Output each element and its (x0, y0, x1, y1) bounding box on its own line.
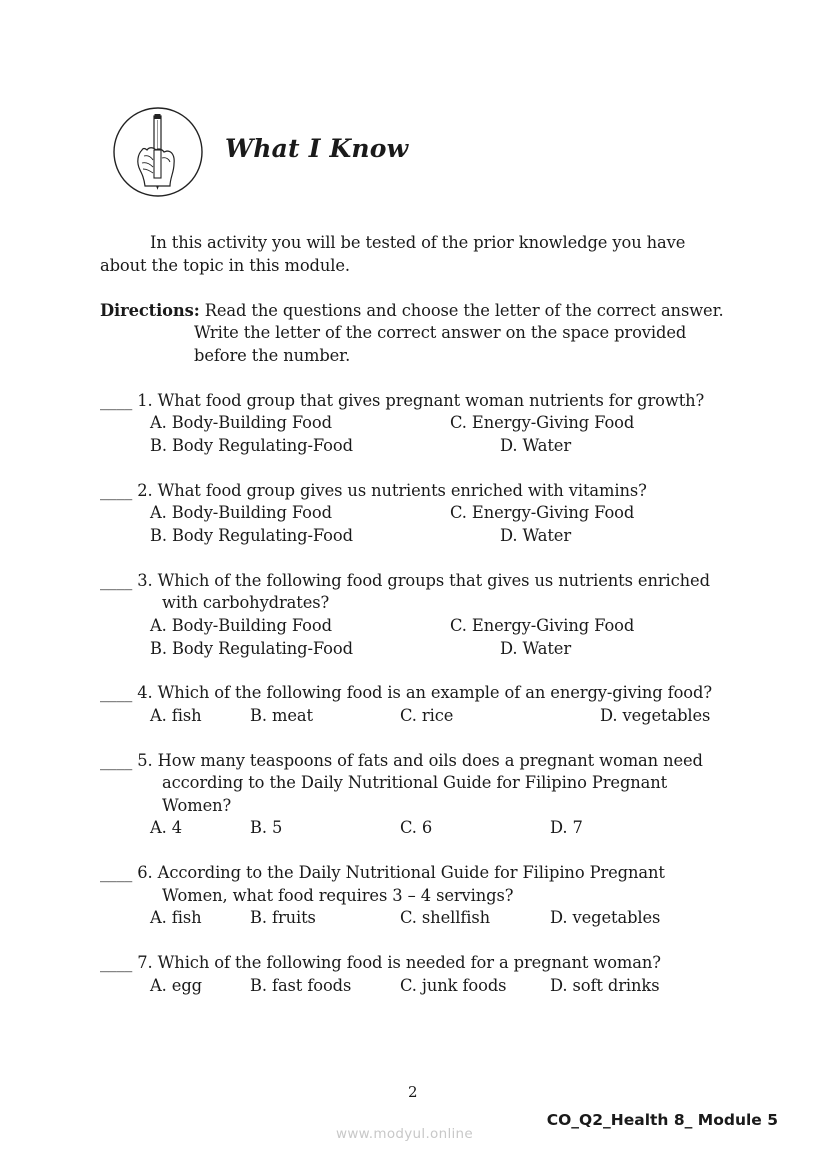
choice-c: C. Energy-Giving Food (450, 413, 635, 432)
question-number: 4. (137, 683, 153, 702)
choice-c: C. 6 (400, 818, 433, 837)
question-stem-line (100, 480, 647, 503)
choice-a: A. fish (150, 908, 202, 927)
answer-blank[interactable]: ____ (100, 391, 133, 410)
choice-a: A. 4 (150, 818, 183, 837)
question-text: What food group gives us nutrients enriched with vitamins? (157, 481, 647, 500)
choice-a: A. Body-Building Food (150, 503, 332, 522)
choice-d: D. Water (500, 526, 572, 545)
question-stem-line (100, 862, 665, 885)
choice-c: C. Energy-Giving Food (450, 616, 635, 635)
question-stem-line (100, 682, 712, 705)
question-number: 6. (137, 863, 153, 882)
choice-b: B. Body Regulating-Food (150, 436, 353, 455)
directions-line-2: Write the letter of the correct answer on the space provided (194, 323, 687, 342)
choice-a: A. egg (150, 976, 202, 995)
watermark: www.modyul.online (336, 1126, 474, 1142)
question-stem-line (100, 570, 710, 593)
choice-c: C. Energy-Giving Food (450, 503, 635, 522)
intro-line-2: about the topic in this module. (100, 256, 350, 275)
question-number: 1. (137, 391, 153, 410)
choice-b: B. fruits (250, 908, 316, 927)
directions-line-1 (100, 300, 724, 323)
choice-a: A. Body-Building Food (150, 616, 332, 635)
choice-a: A. Body-Building Food (150, 413, 332, 432)
page-number: 2 (408, 1083, 418, 1101)
choice-b: B. Body Regulating-Food (150, 526, 353, 545)
intro-line-1: In this activity you will be tested of the prior knowledge you have (150, 233, 686, 252)
question-text: How many teaspoons of fats and oils does a pregnant woman need (157, 751, 703, 770)
section-title: What I Know (225, 134, 409, 163)
question-number: 2. (137, 481, 153, 500)
choice-a: A. fish (150, 706, 202, 725)
choice-c: C. shellfish (400, 908, 490, 927)
question-text-continued: Women, what food requires 3 – 4 servings? (162, 886, 514, 905)
choice-d: D. Water (500, 639, 572, 658)
hand-holding-pencil-icon (112, 106, 204, 198)
choice-d: D. soft drinks (550, 976, 660, 995)
answer-blank[interactable]: ____ (100, 571, 133, 590)
question-text-continued: with carbohydrates? (162, 593, 330, 612)
answer-blank[interactable]: ____ (100, 481, 133, 500)
choice-c: C. junk foods (400, 976, 507, 995)
question-stem-line (100, 952, 661, 975)
choice-d: D. vegetables (550, 908, 661, 927)
choice-b: B. Body Regulating-Food (150, 639, 353, 658)
choice-d: D. Water (500, 436, 572, 455)
question-number: 3. (137, 571, 153, 590)
question-stem-line (100, 390, 704, 413)
question-text: Which of the following food is needed for a pregnant woman? (157, 953, 661, 972)
choice-b: B. meat (250, 706, 313, 725)
question-text-continued: Women? (162, 796, 232, 815)
question-text: Which of the following food groups that gives us nutrients enriched (157, 571, 710, 590)
answer-blank[interactable]: ____ (100, 863, 133, 882)
module-code: CO_Q2_Health 8_ Module 5 (546, 1111, 778, 1129)
choice-b: B. fast foods (250, 976, 352, 995)
question-text: What food group that gives pregnant woman nutrients for growth? (157, 391, 705, 410)
directions-line-3: before the number. (194, 346, 351, 365)
choice-c: C. rice (400, 706, 454, 725)
question-text-continued: according to the Daily Nutritional Guide for Filipino Pregnant (162, 773, 668, 792)
answer-blank[interactable]: ____ (100, 953, 133, 972)
question-number: 5. (137, 751, 153, 770)
question-text: Which of the following food is an example of an energy-giving food? (157, 683, 712, 702)
question-stem-line (100, 750, 703, 773)
choice-d: D. vegetables (600, 706, 711, 725)
question-text: According to the Daily Nutritional Guide for Filipino Pregnant (157, 863, 665, 882)
answer-blank[interactable]: ____ (100, 683, 133, 702)
directions-text-1: Read the questions and choose the letter of the correct answer. (204, 301, 724, 320)
choice-d: D. 7 (550, 818, 583, 837)
question-number: 7. (137, 953, 153, 972)
choice-b: B. 5 (250, 818, 283, 837)
directions-label: Directions: (100, 301, 200, 320)
answer-blank[interactable]: ____ (100, 751, 133, 770)
